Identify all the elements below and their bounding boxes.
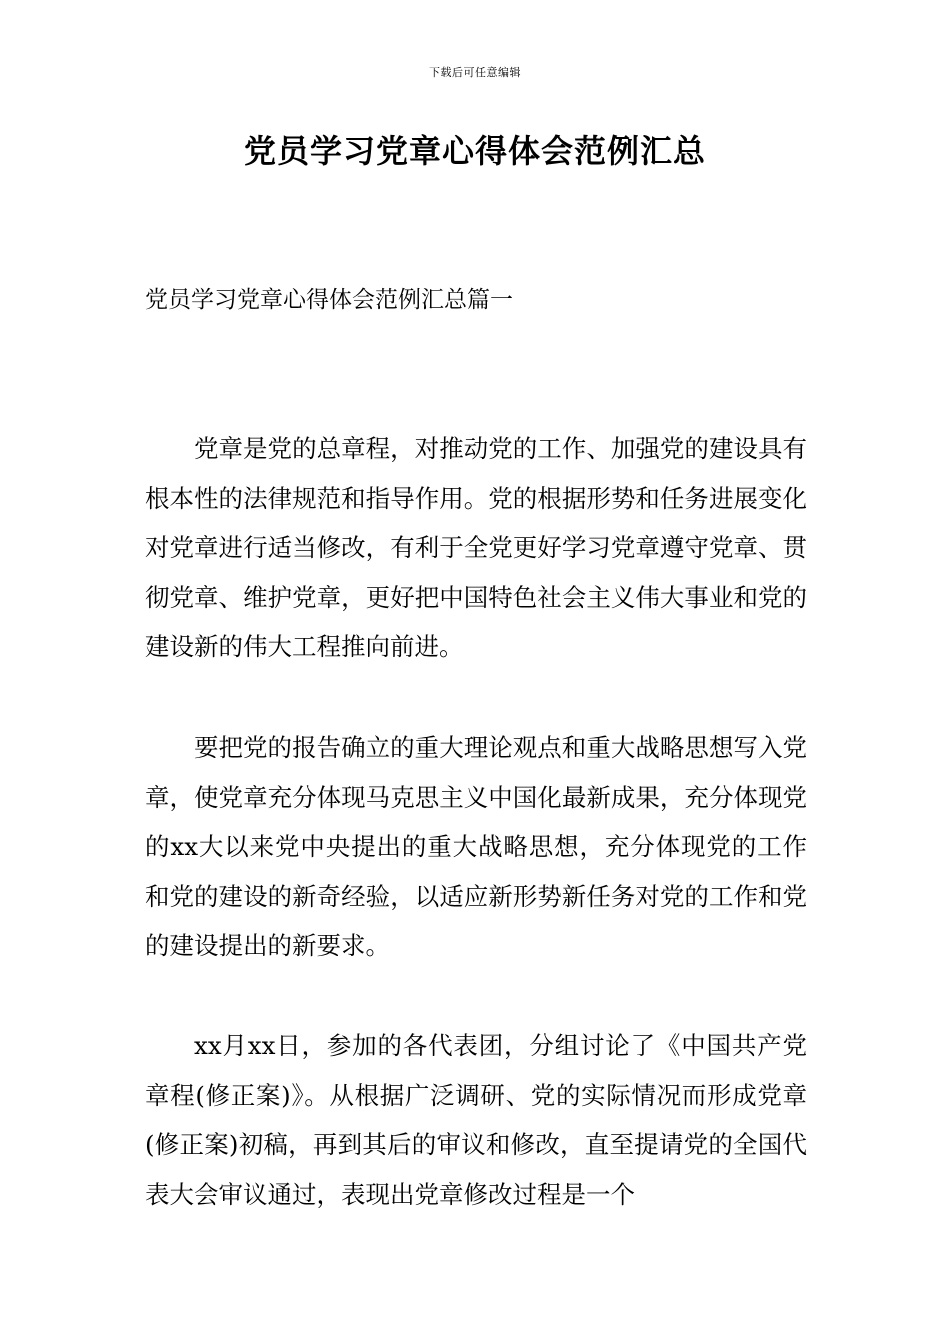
body-paragraph-3: xx月xx日，参加的各代表团，分组讨论了《中国共产党章程(修正案)》。从根据广泛调研、党的实际情况而形成党章(修正案)初稿，再到其后的审议和修改，直至提请党的全国代表大会审议通过，表现出党章修改过程是一个 [145,1031,807,1209]
header-note: 下载后可任意编辑 [429,66,521,79]
body-paragraph-2: 要把党的报告确立的重大理论观点和重大战略思想写入党章，使党章充分体现马克思主义中国化最新成果，充分体现党的xx大以来党中央提出的重大战略思想，充分体现党的工作和党的建设的新奇经验，以适应新形势新任务对党的工作和党的建设提出的新要求。 [145,733,807,961]
document-title: 党员学习党章心得体会范例汇总 [243,132,706,170]
section-heading: 党员学习党章心得体会范例汇总篇一 [145,287,513,313]
body-paragraph-1: 党章是党的总章程，对推动党的工作、加强党的建设具有根本性的法律规范和指导作用。党的根据形势和任务进展变化对党章进行适当修改，有利于全党更好学习党章遵守党章、贯彻党章、维护党章，更好把中国特色社会主义伟大事业和党的建设新的伟大工程推向前进。 [145,434,807,662]
